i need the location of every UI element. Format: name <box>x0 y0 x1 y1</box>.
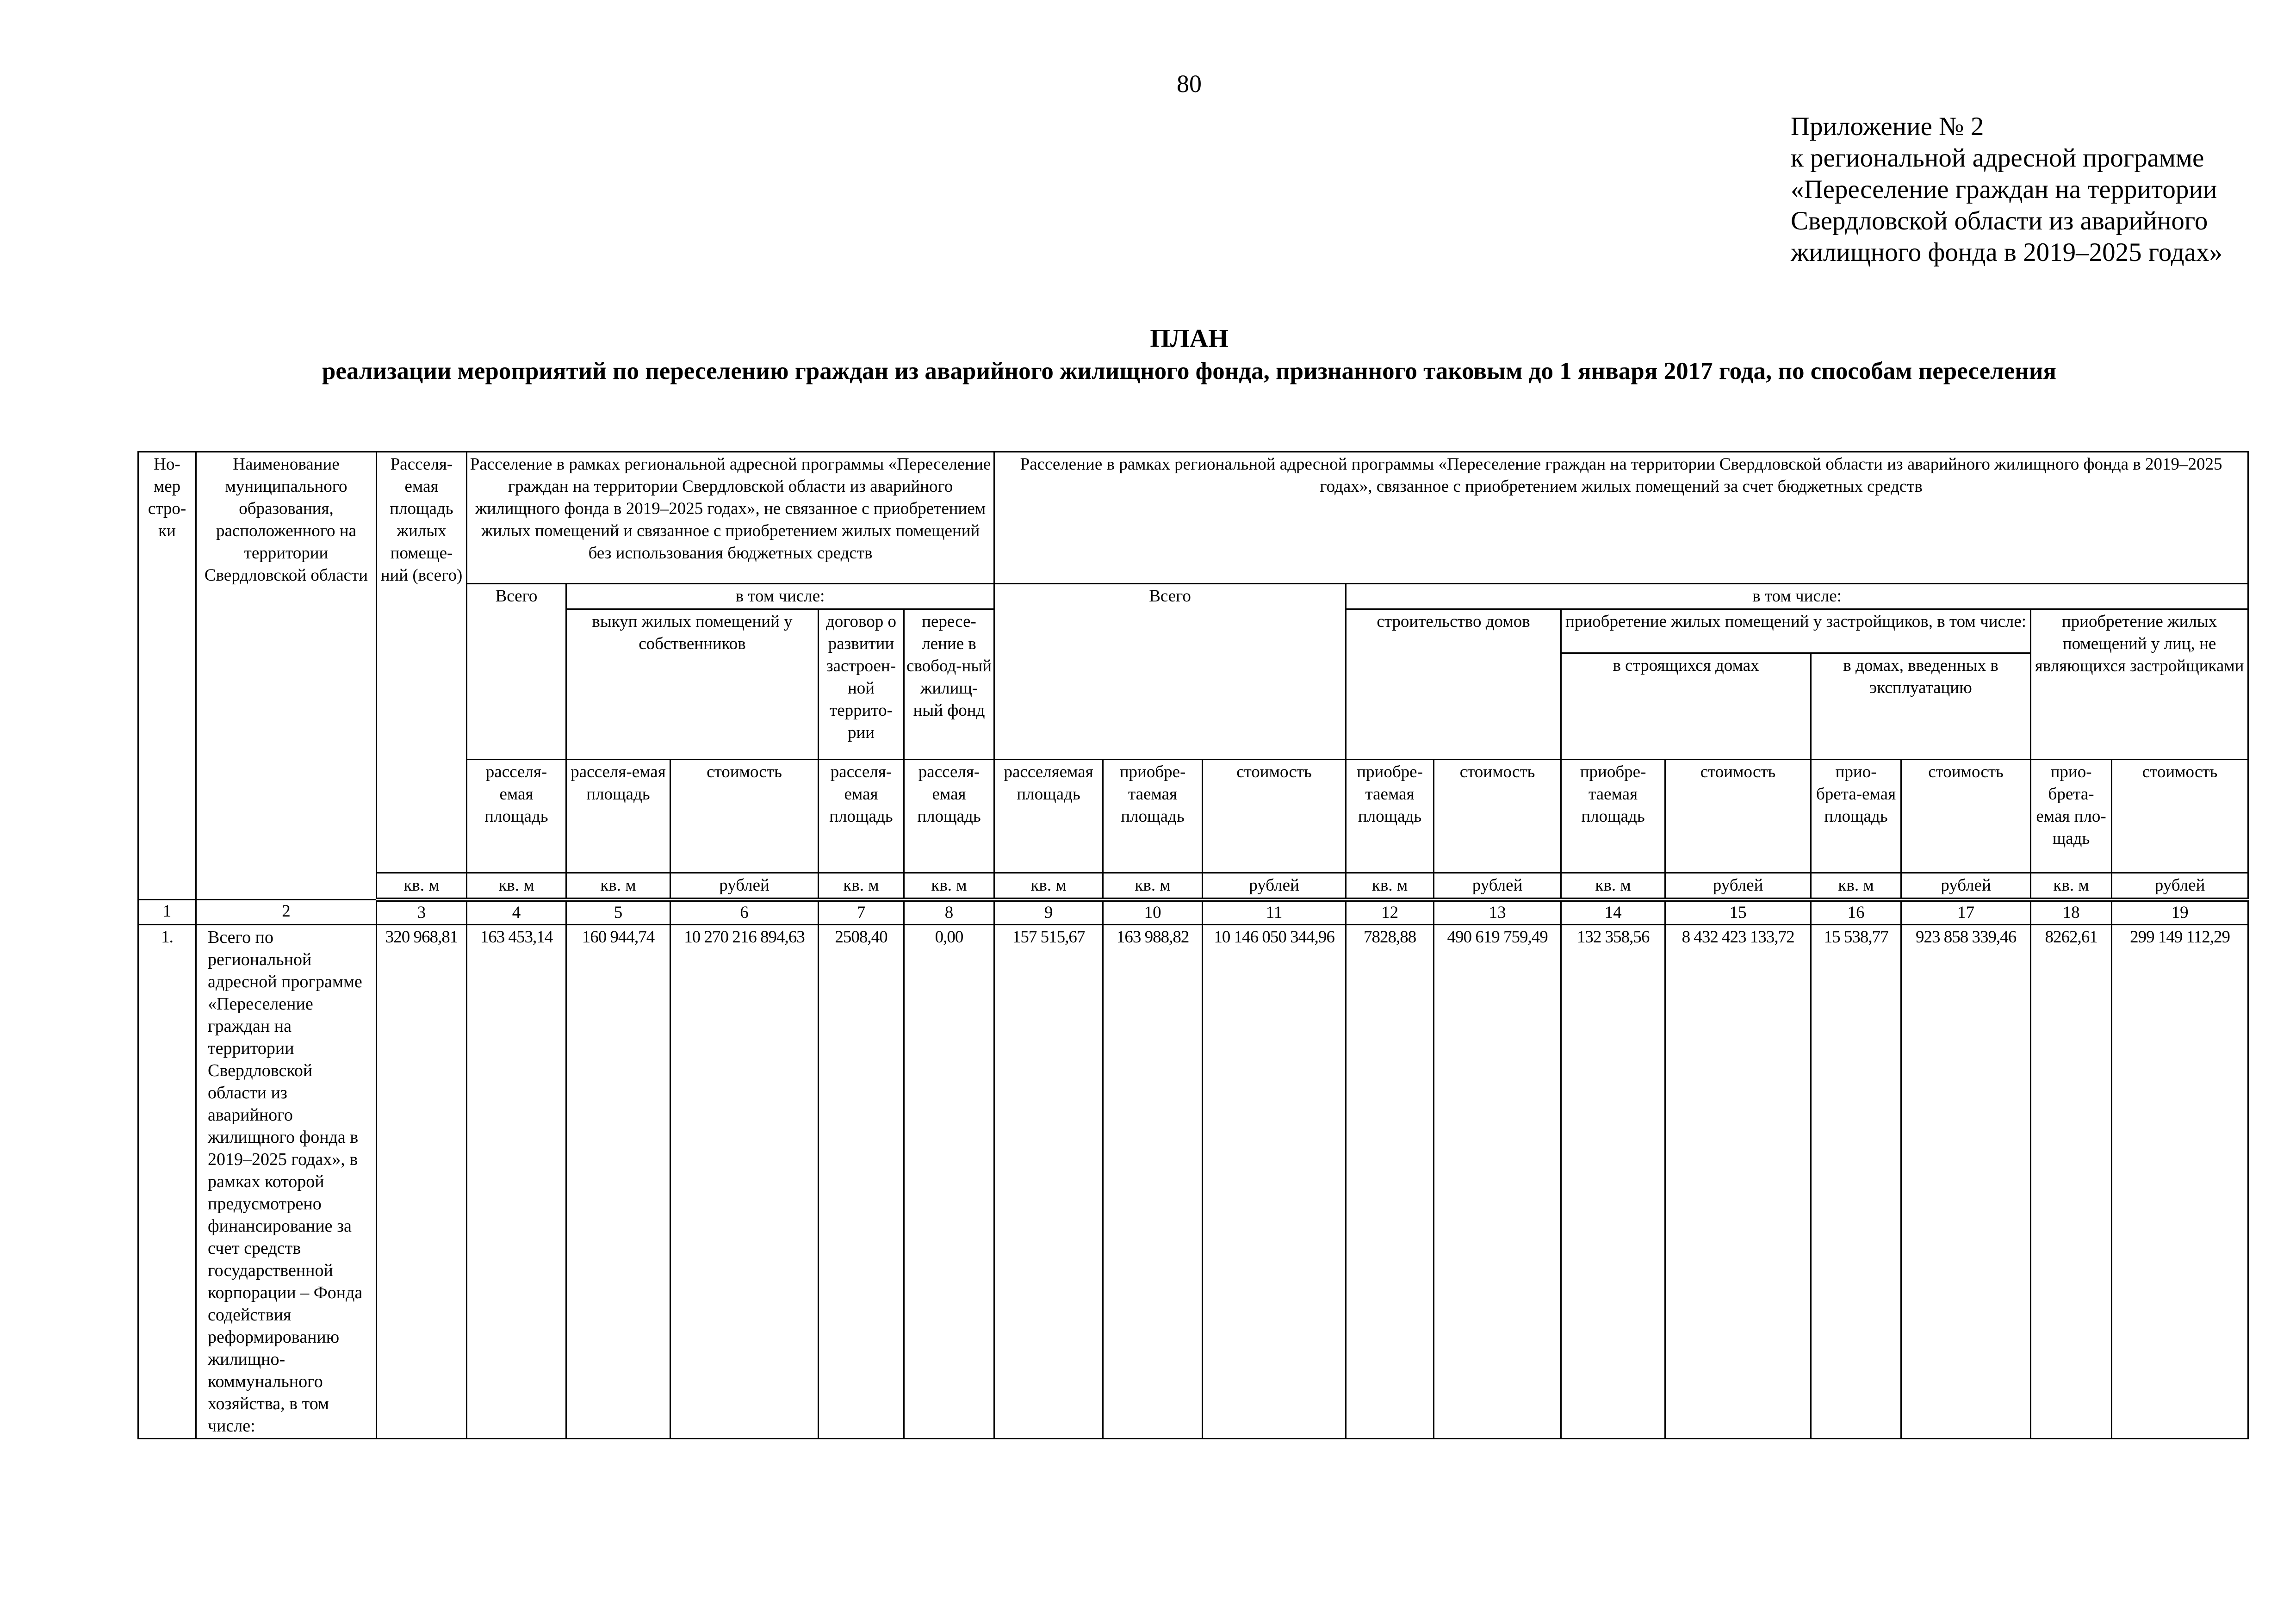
table-row <box>138 925 2248 1439</box>
value-cell: 923 858 339,46 <box>1901 925 2031 1439</box>
value-cell: 0,00 <box>904 925 994 1439</box>
unit-c12: кв. м <box>1346 873 1434 900</box>
header-total-right: Всего <box>994 584 1346 760</box>
row-number-cell: 1. <box>138 925 196 1439</box>
unit-c11: рублей <box>1203 873 1346 900</box>
value-cell: 15 538,77 <box>1811 925 1901 1439</box>
document-subtitle: реализации мероприятий по переселению граждан из аварийного жилищного фонда, признанного таковым до 1 января 2017 года, по способам переселения <box>322 358 2057 384</box>
sub-header-c17: стоимость <box>1901 760 2031 873</box>
sub-header-c14: приобре-таемая площадь <box>1561 760 1665 873</box>
value-cell: 8 432 423 133,72 <box>1665 925 1811 1439</box>
sub-header-c12: приобре-таемая площадь <box>1346 760 1434 873</box>
appendix-line: жилищного фонда в 2019–2025 годах» <box>1791 238 2222 267</box>
page-number: 80 <box>1177 70 1202 98</box>
unit-c19: рублей <box>2112 873 2248 900</box>
header-free-housing: пересе-ление в свобод-ный жилищ-ный фонд <box>904 609 994 760</box>
column-number: 10 <box>1103 900 1203 925</box>
header-resettled-area-total: Расселя-емая площадь жилых помеще-ний (всего) <box>377 452 467 873</box>
unit-c6: рублей <box>670 873 819 900</box>
plan-table <box>137 451 2249 1439</box>
appendix-line: «Переселение граждан на территории <box>1791 175 2217 204</box>
value-cell: 160 944,74 <box>566 925 670 1439</box>
column-number: 3 <box>377 900 467 925</box>
value-cell: 490 619 759,49 <box>1434 925 1561 1439</box>
header-total-left: Всего <box>467 584 566 760</box>
unit-c4: кв. м <box>467 873 566 900</box>
value-cell: 7828,88 <box>1346 925 1434 1439</box>
sub-header-c10: приобре-таемая площадь <box>1103 760 1203 873</box>
header-from-developers: приобретение жилых помещений у застройщиков, в том числе: <box>1561 609 2031 653</box>
column-number: 8 <box>904 900 994 925</box>
sub-header-c9: расселяемая площадь <box>994 760 1103 873</box>
column-number: 1 <box>138 900 196 925</box>
header-row-number: Но-мер стро-ки <box>138 452 196 900</box>
appendix-line: Свердловской области из аварийного <box>1791 206 2208 235</box>
header-including-left: в том числе: <box>566 584 994 609</box>
value-cell: 157 515,67 <box>994 925 1103 1439</box>
header-group-budget: Расселение в рамках региональной адресной программы «Переселение граждан на территории Свердловской области из аварийного жилищного фонда в 2019–2025 годах», связанное с приобретением жилых помещений за счет бюджетных средств <box>994 452 2248 584</box>
column-number: 13 <box>1434 900 1561 925</box>
header-municipality: Наименование муниципального образования, расположенного на территории Свердловской области <box>196 452 377 900</box>
value-cell: 10 146 050 344,96 <box>1203 925 1346 1439</box>
sub-header-c7: расселя-емая площадь <box>819 760 904 873</box>
value-cell: 320 968,81 <box>377 925 467 1439</box>
value-cell: 132 358,56 <box>1561 925 1665 1439</box>
header-under-construction: в строящихся домах <box>1561 653 1811 760</box>
unit-c7: кв. м <box>819 873 904 900</box>
column-number: 18 <box>2031 900 2112 925</box>
value-cell: 163 988,82 <box>1103 925 1203 1439</box>
column-number: 19 <box>2112 900 2248 925</box>
sub-header-c5: расселя-емая площадь <box>566 760 670 873</box>
document-title: ПЛАН <box>1150 324 1229 353</box>
sub-header-c15: стоимость <box>1665 760 1811 873</box>
header-including-right: в том числе: <box>1346 584 2248 609</box>
unit-c16: кв. м <box>1811 873 1901 900</box>
value-cell: 2508,40 <box>819 925 904 1439</box>
column-number: 2 <box>196 900 377 925</box>
value-cell: 8262,61 <box>2031 925 2112 1439</box>
unit-c13: рублей <box>1434 873 1561 900</box>
unit-c9: кв. м <box>994 873 1103 900</box>
header-non-developers: приобретение жилых помещений у лиц, не являющихся застройщиками <box>2031 609 2248 760</box>
column-number: 9 <box>994 900 1103 925</box>
header-in-operation: в домах, введенных в эксплуатацию <box>1811 653 2031 760</box>
header-group-not-related: Расселение в рамках региональной адресной программы «Переселение граждан на территории Свердловской области из аварийного жилищного фонда в 2019–2025 годах», не связанное с приобретением жилых помещений и связанное с приобретением жилых помещений без использования бюджетных средств <box>467 452 994 584</box>
column-number: 16 <box>1811 900 1901 925</box>
sub-header-c11: стоимость <box>1203 760 1346 873</box>
unit-c15: рублей <box>1665 873 1811 900</box>
column-number: 7 <box>819 900 904 925</box>
column-number: 14 <box>1561 900 1665 925</box>
column-number: 4 <box>467 900 566 925</box>
value-cell: 163 453,14 <box>467 925 566 1439</box>
column-number: 5 <box>566 900 670 925</box>
appendix-line: к региональной адресной программе <box>1791 143 2204 173</box>
column-number: 12 <box>1346 900 1434 925</box>
column-number: 6 <box>670 900 819 925</box>
sub-header-c6: стоимость <box>670 760 819 873</box>
header-construction: строительство домов <box>1346 609 1561 760</box>
appendix-note <box>1791 111 2222 268</box>
unit-c18: кв. м <box>2031 873 2112 900</box>
unit-c5: кв. м <box>566 873 670 900</box>
sub-header-c18: прио-брета-емая пло-щадь <box>2031 760 2112 873</box>
value-cell: 299 149 112,29 <box>2112 925 2248 1439</box>
column-number: 11 <box>1203 900 1346 925</box>
unit-c3: кв. м <box>377 873 467 900</box>
column-number: 17 <box>1901 900 2031 925</box>
sub-header-c4: расселя-емая площадь <box>467 760 566 873</box>
header-development-agreement: договор о развитии застроен-ной террито-рии <box>819 609 904 760</box>
unit-c10: кв. м <box>1103 873 1203 900</box>
unit-c17: рублей <box>1901 873 2031 900</box>
sub-header-c13: стоимость <box>1434 760 1561 873</box>
unit-c14: кв. м <box>1561 873 1665 900</box>
municipality-cell: Всего по региональной адресной программе «Переселение граждан на территории Свердловской области из аварийного жилищного фонда в 2019–2025 годах», в рамках которой предусмотрено финансирование за счет средств государственной корпорации – Фонда содействия реформированию жилищно-коммунального хозяйства, в том числе: <box>196 925 377 1439</box>
sub-header-c8: расселя-емая площадь <box>904 760 994 873</box>
header-buyout: выкуп жилых помещений у собственников <box>566 609 819 760</box>
sub-header-c16: прио-брета-емая площадь <box>1811 760 1901 873</box>
unit-c8: кв. м <box>904 873 994 900</box>
value-cell: 10 270 216 894,63 <box>670 925 819 1439</box>
appendix-line: Приложение № 2 <box>1791 112 1984 141</box>
column-number: 15 <box>1665 900 1811 925</box>
sub-header-c19: стоимость <box>2112 760 2248 873</box>
